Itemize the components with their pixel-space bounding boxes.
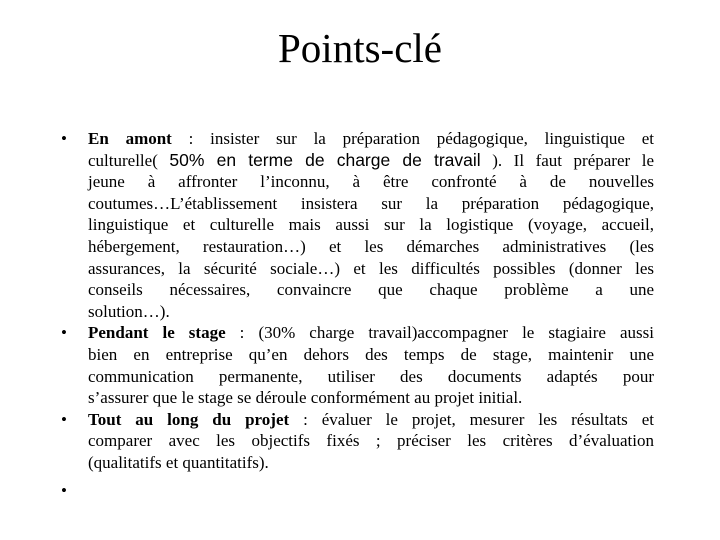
text-line — [88, 409, 654, 431]
text-line: comparer avec les objectifs fixés ; préciser les critères d’évaluation — [88, 431, 654, 451]
bullet-icon: • — [61, 409, 67, 429]
text-line: s’assurer que le stage se déroule conformément au projet initial. — [88, 388, 523, 408]
text-line: coutumes…L’établissement insistera sur la préparation pédagogique, — [88, 193, 654, 213]
item-heading: Pendant le stage — [88, 323, 226, 343]
item-heading: En amont — [88, 129, 172, 148]
text-line — [88, 128, 654, 150]
bullet-item-empty — [61, 474, 654, 502]
text-line: conseils nécessaires, convaincre que chaque problème a une — [88, 280, 654, 300]
bullet-icon: • — [61, 480, 67, 500]
text-line — [88, 150, 654, 172]
text-line: linguistique et culturelle mais aussi sur la logistique (voyage, accueil, — [88, 215, 654, 235]
text-segment: culturelle( — [88, 150, 158, 170]
text-segment: : (30% charge travail)accompagner le stagiaire aussi — [225, 323, 655, 343]
slide-title: Points-clé — [278, 25, 442, 71]
text-segment: : insister sur la préparation pédagogique, linguistique et — [171, 129, 655, 148]
bullet-item-tout-au-long — [61, 409, 654, 474]
text-segment: ). Il faut préparer le — [480, 150, 654, 170]
text-line: solution…). — [88, 301, 170, 321]
bullet-item-pendant-le-stage — [61, 322, 655, 408]
text-line: communication permanente, utiliser des documents adaptés pour — [88, 366, 654, 386]
bullet-icon: • — [61, 323, 67, 343]
text-segment: : évaluer le projet, mesurer les résultats et — [289, 409, 654, 429]
item-heading: Tout au long du projet — [88, 409, 290, 429]
bullet-icon: • — [61, 129, 67, 148]
text-line: hébergement, restauration…) et les démarches administratives (les — [88, 236, 654, 256]
text-line: bien en entreprise qu’en dehors des temps de stage, maintenir une — [88, 344, 654, 364]
workload-note: 50% en terme de charge de travail — [169, 149, 481, 170]
text-line — [88, 322, 654, 344]
text-line: jeune à affronter l’inconnu, à être confronté à de nouvelles — [88, 172, 654, 192]
bullet-list — [61, 128, 655, 502]
bullet-item-en-amont — [61, 128, 655, 322]
text-line: (qualitatifs et quantitatifs). — [88, 452, 269, 472]
text-line: assurances, la sécurité sociale…) et les difficultés possibles (donner les — [88, 258, 654, 278]
